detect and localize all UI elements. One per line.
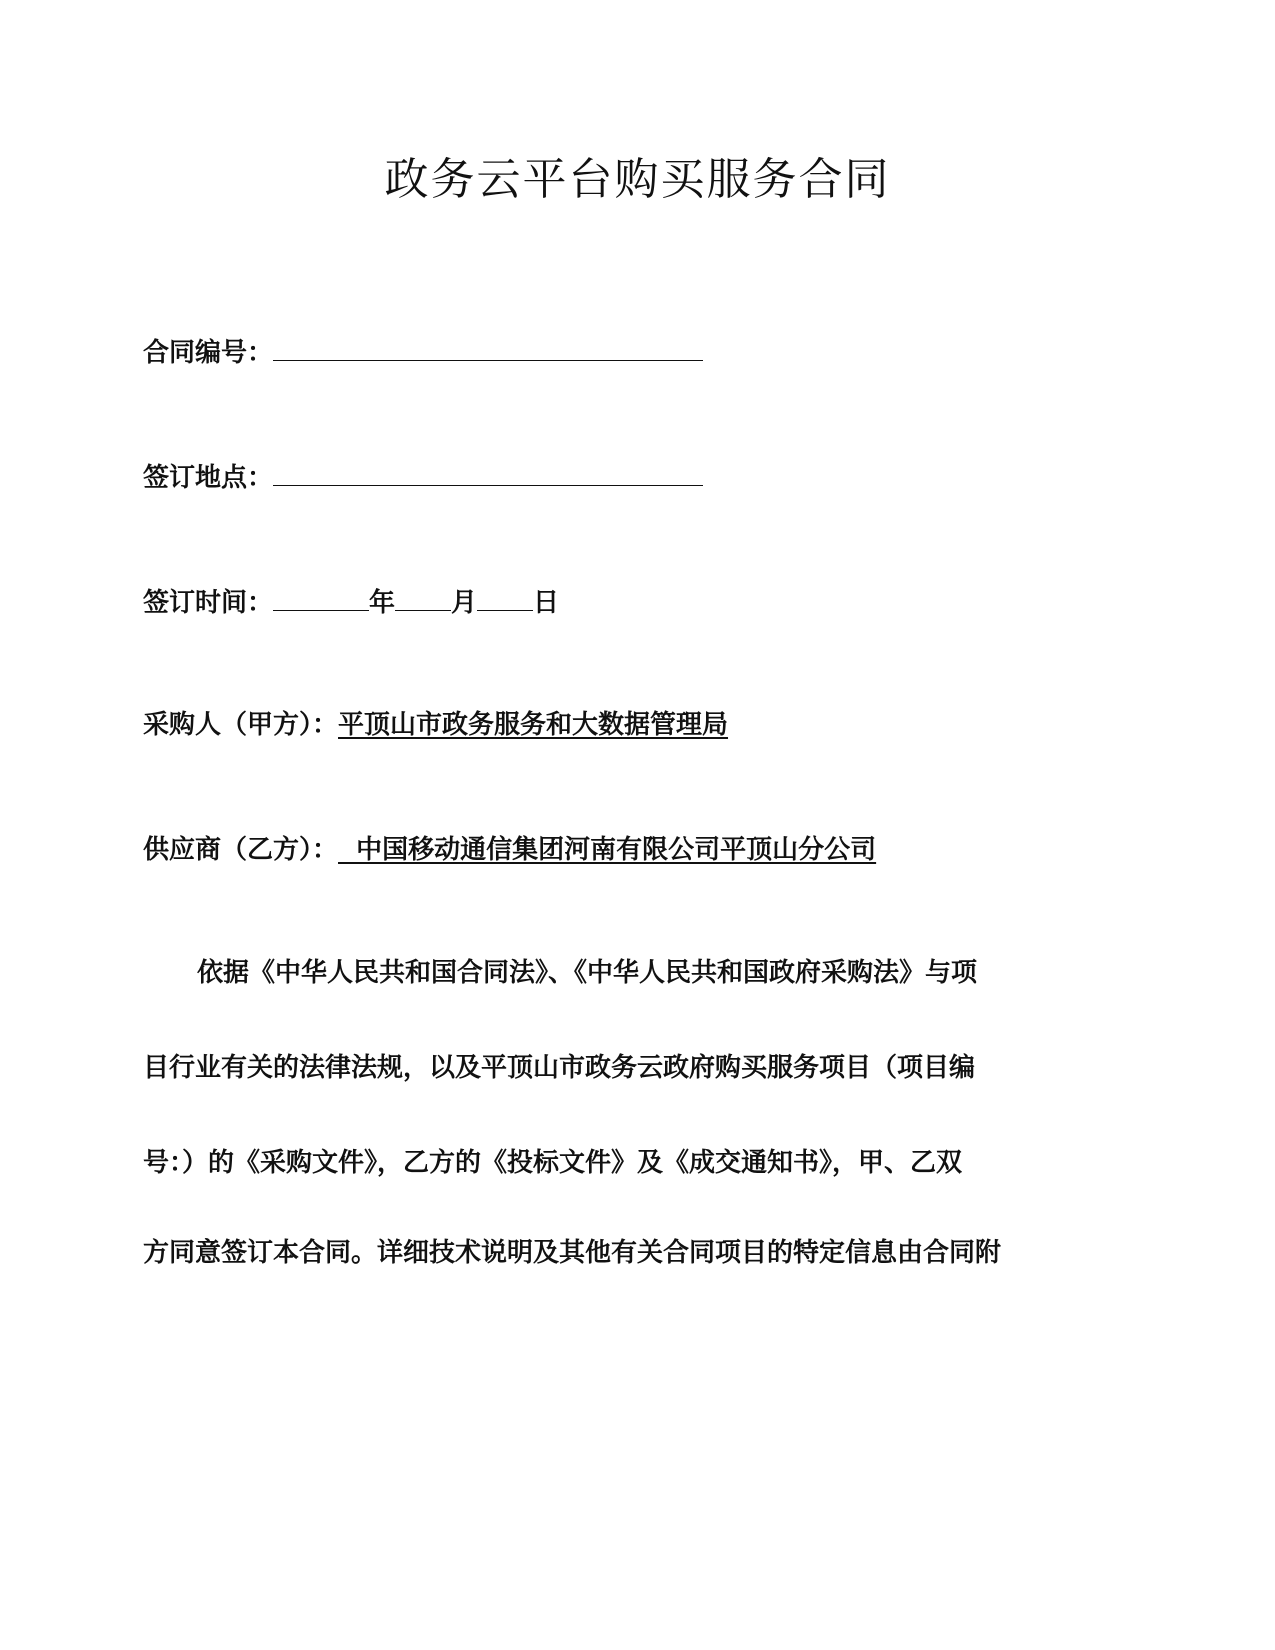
month-blank[interactable]: [395, 580, 451, 611]
paragraph-line: 依据《中华人民共和国合同法》、《中华人民共和国政府采购法》与项: [197, 958, 978, 988]
buyer-label: 采购人（甲方）：: [143, 710, 339, 740]
year-label: 年: [369, 588, 396, 618]
paragraph-line: 号：）的《采购文件》，乙方的《投标文件》及《成交通知书》，甲、乙双: [143, 1148, 963, 1178]
signing-time-row: [143, 580, 559, 623]
signing-place-label: 签订地点：: [143, 463, 274, 493]
contract-number-row: [143, 330, 703, 373]
year-blank[interactable]: [273, 580, 369, 611]
day-blank[interactable]: [477, 580, 533, 611]
paragraph-line: 目行业有关的法律法规，以及平顶山市政务云政府购买服务项目（项目编: [143, 1053, 976, 1083]
signing-place-row: [143, 455, 703, 498]
month-label: 月: [451, 588, 478, 618]
buyer-value: 平顶山市政务服务和大数据管理局: [338, 710, 729, 740]
day-label: 日: [533, 588, 560, 618]
paragraph-line: 方同意签订本合同。详细技术说明及其他有关合同项目的特定信息由合同附: [143, 1238, 1002, 1268]
signing-place-blank[interactable]: [273, 455, 703, 486]
signing-time-label: 签订时间：: [143, 588, 274, 618]
contract-number-blank[interactable]: [273, 330, 703, 361]
contract-number-label: 合同编号：: [143, 338, 274, 368]
supplier-label: 供应商（乙方）：: [143, 835, 339, 865]
supplier-value: 中国移动通信集团河南有限公司平顶山分公司: [338, 835, 877, 865]
supplier-row: [143, 830, 876, 870]
document-title: 政务云平台购买服务合同: [384, 154, 891, 205]
buyer-row: [143, 705, 728, 745]
